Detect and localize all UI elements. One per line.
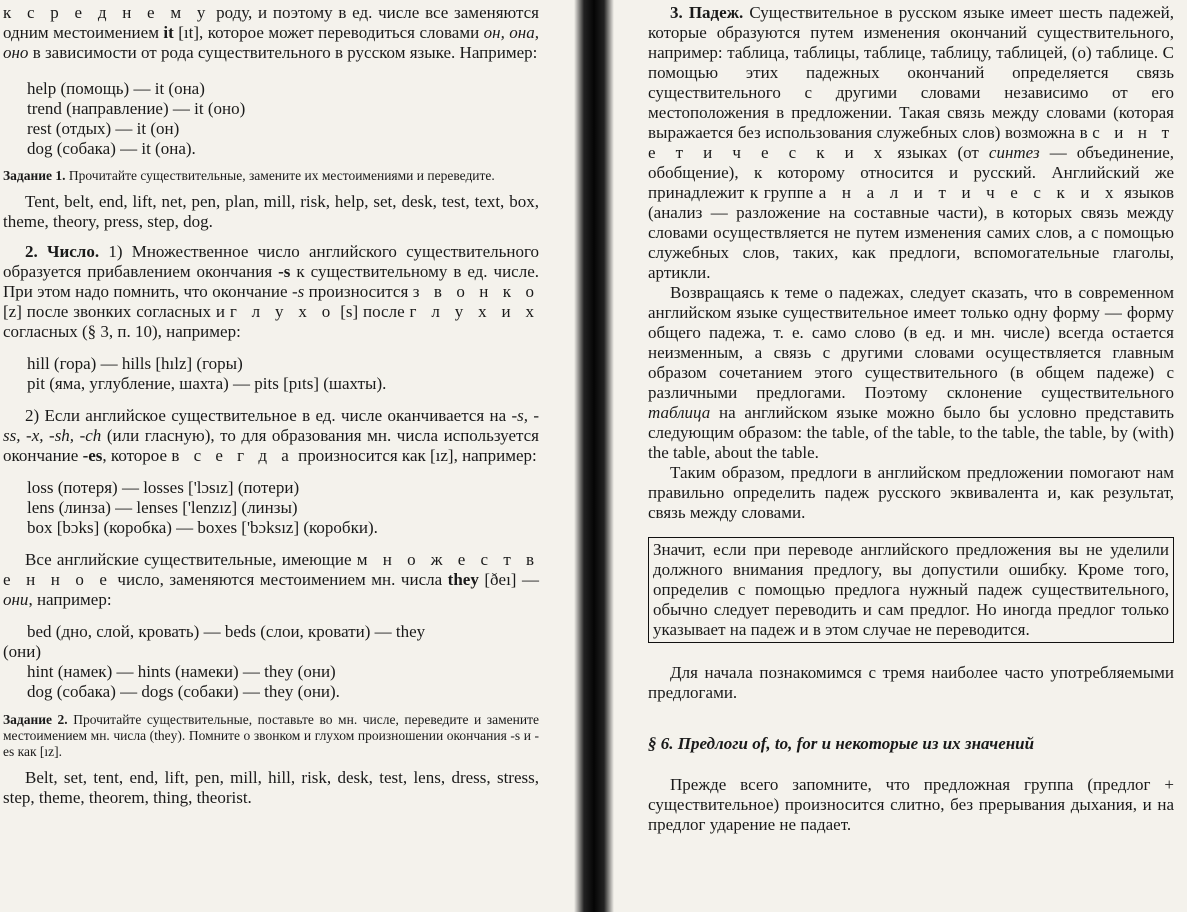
first-paragraph: Прежде всего запомните, что предложная группа (предлог + существительное) произносится слитно, без прерывания дыхания, и на предлог ударение не падает. [648, 775, 1174, 834]
example-line: hint (намек) — hints (намеки) — they (они) [27, 662, 336, 681]
task-2-words: Belt, set, tent, end, lift, pen, mill, hill, risk, desk, test, lens, dress, stress, step, theme, theorem, thing, theorist. [3, 768, 539, 807]
examples-it [3, 79, 539, 159]
note-text: Значит, если при переводе английского предложения вы не уделили должного внимания предлогу, вы допустили ошибку. Кроме того, определив с помощью предлога нужный падеж существительного, обычно следует переводить и сам предлог. Но иногда предлог только указывает на падеж и в этом случае не переводится. [653, 540, 1169, 639]
example-line: loss (потеря) — losses ['lɔsız] (потери) [27, 478, 300, 497]
book-spine [574, 0, 614, 912]
number-paragraph: 2. Число. 1) Множественное число английского существительного образуется прибавлением окончания -s к существительному в ед. числе. При этом надо помнить, что окончание -s произносится з в о н к о [z] после звонких согласных и г л у х о [s] после г л у х и х согласных (§ 3, п. 10), например: [3, 242, 540, 341]
right-page [618, 0, 1187, 912]
example-line: help (помощь) — it (она) [27, 79, 205, 98]
example-line: box [bɔks] (коробка) — boxes ['bɔksız] (коробки). [27, 518, 378, 537]
example-line: dog (собака) — dogs (собаки) — they (они). [27, 682, 340, 701]
thus-paragraph: Таким образом, предлоги в английском предложении помогают нам правильно определить падеж русского эквивалента и, как результат, связь между словами. [648, 463, 1174, 522]
case-paragraph: 3. Падеж. Существительное в русском языке имеет шесть падежей, которые образуются путем изменения окончаний существительного, например: таблица, таблицы, таблице, таблицу, таблицей, (о) таблице. С помощью этих падежных окончаний определяется связь существительного с другими словами независимо от его местоположения в предложении. Такая связь между словами (которая выражается без использования служебных слов) возможна в с и н т е т и ч е с к и х языках (от синтез — объединение, обобщение), к которому относится и русский. Английский же принадлежит к группе а н а л и т и ч е с к и х языков (анализ — разложение на составные части), в которых связь между словами осуществляется не путем изменения самих слов, а с помощью служебных слов, таких, как предлоги, вспомогательные глаголы, артикли. [648, 3, 1175, 282]
task-2: Задание 2. Прочитайте существительные, поставьте во мн. числе, переведите и замените местоимением мн. числа (they). Помните о звонком и глухом произношении окончания -s и -es как [ız]. [3, 712, 539, 759]
example-line: bed (дно, слой, кровать) — beds (слои, кровати) — they [27, 622, 426, 641]
example-line: pit (яма, углубление, шахта) — pits [pıts] (шахты). [27, 374, 387, 393]
left-column [3, 0, 539, 808]
example-line: trend (направление) — it (оно) [27, 99, 246, 118]
examples-they [3, 622, 539, 702]
section-heading: § 6. Предлоги of, to, for и некоторые из их значений [648, 734, 1035, 753]
example-line: (они) [3, 642, 42, 661]
example-line: rest (отдых) — it (он) [27, 119, 180, 138]
task-1-words: Tent, belt, end, lift, net, pen, plan, mill, risk, help, set, desk, test, text, box, theme, theory, press, step, dog. [3, 192, 539, 231]
left-page [0, 0, 568, 912]
example-line: lens (линза) — lenses ['lenzız] (линзы) [27, 498, 298, 517]
note-box [648, 537, 1174, 643]
examples-es [3, 478, 539, 538]
task-1: Задание 1. Прочитайте существительные, замените их местоимениями и переведите. [3, 168, 495, 183]
es-paragraph: 2) Если английское существительное в ед. числе оканчивается на -s, -ss, -x, -sh, -ch (или гласную), то для образования мн. числа используется окончание -es, которое в с е г д а произносится как [ız], например: [3, 406, 540, 465]
intro-paragraph: к с р е д н е м у роду, и поэтому в ед. числе все заменяются одним местоимением it [ıt], которое может переводиться словами он, она, оно в зависимости от рода существительного в русском языке. Например: [3, 3, 540, 62]
example-line: dog (собака) — it (она). [27, 139, 196, 158]
they-paragraph: Все английские существительные, имеющие м н о ж е с т в е н н о е число, заменяются местоимением мн. числа they [ðeı] — они, например: [3, 550, 539, 609]
examples-plural [3, 354, 539, 394]
right-column [648, 0, 1174, 835]
returning-paragraph: Возвращаясь к теме о падежах, следует сказать, что в современном английском языке существительное имеет только одну форму — форму общего падежа, т. е. само слово (в ед. и мн. числе) всегда остается неизменным, а связь с другими словами осуществляется главным образом сочетанием этого существительного (в общем падеже) с различными предлогами. Поэтому склонение существительного таблица на английском языке можно было бы условно представить следующим образом: the table, of the table, to the table, the table, by (with) the table, about the table. [648, 283, 1174, 462]
example-line: hill (гора) — hills [hılz] (горы) [27, 354, 243, 373]
start-paragraph: Для начала познакомимся с тремя наиболее часто употребляемыми предлогами. [648, 663, 1174, 702]
